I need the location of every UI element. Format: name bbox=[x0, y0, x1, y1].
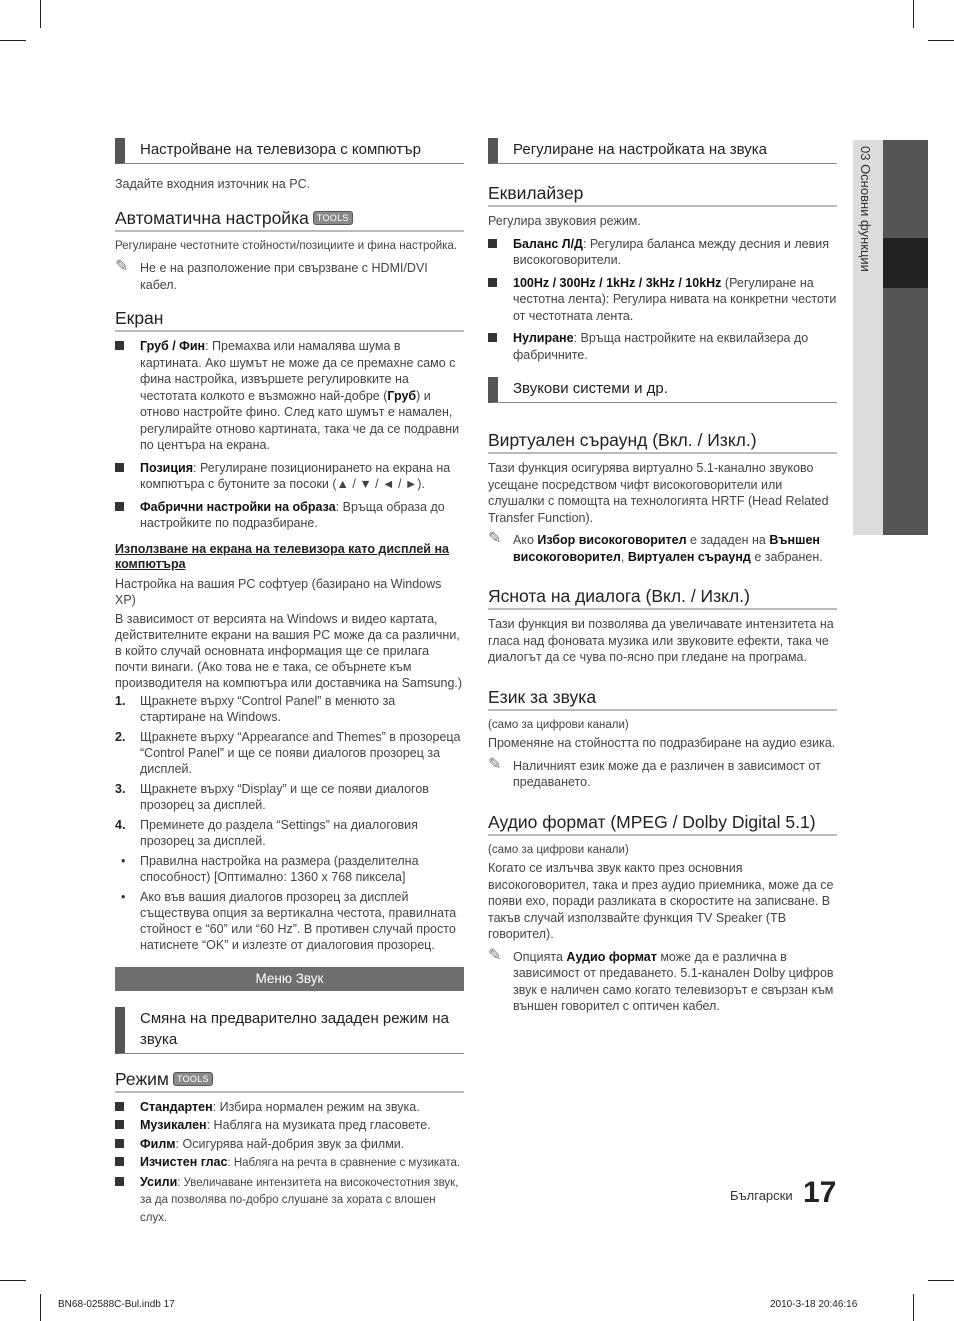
term: Нулиране bbox=[513, 331, 574, 345]
pc-display-p2: В зависимост от версията на Windows и видео картата, действителните екрани на вашия PC може да са различни, в който случай основната информация ще се прилага почти винаги. (Ако това не е така, се обърнете към производителя на компютъра или доставчика на Samsung.) bbox=[115, 611, 463, 690]
square-bullet-icon bbox=[115, 502, 124, 511]
list-item bbox=[115, 781, 464, 813]
virtual-surround-title: Виртуален съраунд (Вкл. / Изкл.) bbox=[488, 429, 837, 454]
note-text: е забранен. bbox=[750, 549, 823, 564]
note-text: може да е различна в зависимост от предаването. 5.1-канален Dolby цифров звук е наличен само когато телевизорът е свързан към външен говорител с оптичен кабел. bbox=[513, 949, 834, 1013]
term: Филм bbox=[140, 1136, 176, 1151]
desc: : Регулира баланса между десния и левия високоговорители. bbox=[513, 236, 829, 267]
step-number: 3. bbox=[115, 781, 126, 796]
desc: ) и отново настройте фино. След като шумът е намален, регулирайте отново картината, така че да се подравни по центъра на екрана. bbox=[140, 388, 460, 452]
square-bullet-icon bbox=[488, 278, 497, 287]
crop-mark bbox=[928, 40, 954, 41]
screen-title: Екран bbox=[115, 307, 464, 332]
note-text: Наличният език може да е различен в зависимост от предаването. bbox=[513, 758, 821, 789]
list-item bbox=[115, 693, 464, 725]
auto-adjust-heading bbox=[115, 207, 464, 232]
equalizer-title: Еквилайзер bbox=[488, 182, 837, 207]
audio-language-title: Език за звука bbox=[488, 686, 837, 711]
section-pc-setup-title: Настройване на телевизора с компютър bbox=[115, 138, 464, 164]
audio-format-text: Когато се излъчва звук както през основния високоговорител, така и през аудио приемника, може да се появи ехо, поради разликата в скоростите на записване. В такъв случай използвайте функция TV Speaker (ТВ говорител). bbox=[488, 861, 834, 941]
crop-mark bbox=[913, 1294, 914, 1321]
pc-display-p1: Настройка на вашия PC софтуер (базирано на Windows XP) bbox=[115, 576, 442, 607]
step-number: 4. bbox=[115, 817, 126, 832]
desc: (Регулиране на честотна лента): Регулира нивата на конкретни честоти от честотната лента. bbox=[513, 275, 837, 323]
desc: : Осигурява най-добрия звук за филми. bbox=[175, 1136, 405, 1151]
term: 100Hz / 300Hz / 1kHz / 3kHz / 10kHz bbox=[513, 275, 722, 290]
list-item bbox=[115, 853, 464, 885]
note-pencil-icon: ✎ bbox=[115, 258, 129, 275]
note-pencil-icon: ✎ bbox=[488, 530, 502, 547]
square-bullet-icon bbox=[488, 239, 497, 248]
desc: : Връща образа до настройките по подразбиране. bbox=[140, 499, 445, 530]
term: Избор високоговорител bbox=[537, 533, 687, 547]
note-pencil-icon: ✎ bbox=[488, 755, 502, 773]
crop-mark bbox=[0, 40, 26, 41]
footer-timestamp: 2010-3-18 20:46:16 bbox=[770, 1299, 858, 1310]
term: Виртуален съраунд bbox=[627, 549, 751, 564]
square-bullet-icon bbox=[115, 463, 124, 472]
step-text: Преминете до раздела “Settings” на диалоговия прозорец за дисплей. bbox=[140, 817, 418, 848]
menu-sound-bar: Меню Звук bbox=[115, 967, 464, 991]
list-item bbox=[115, 338, 464, 454]
note-text: е зададен на bbox=[686, 533, 770, 547]
list-item bbox=[115, 889, 464, 953]
term: Аудио формат bbox=[566, 949, 657, 964]
crop-mark bbox=[928, 1280, 954, 1281]
list-item bbox=[115, 729, 464, 777]
page-language: Български bbox=[730, 1188, 793, 1203]
desc: : Увеличаване интензитета на високочестотния звук, за да позволява по-добро слушане за хората с влошен слух. bbox=[140, 1176, 459, 1224]
list-item bbox=[115, 1154, 464, 1172]
step-text: Щракнете върху “Appearance and Themes” в прозореца “Control Panel” и ще се появи диалогов прозорец за дисплей. bbox=[140, 729, 461, 776]
note-pencil-icon: ✎ bbox=[488, 946, 502, 964]
desc: : Регулиране позиционирането на екрана на компютъра с бутоните за посоки (▲ / ▼ / ◄ / ►). bbox=[140, 460, 451, 491]
list-item bbox=[115, 1136, 464, 1153]
chapter-tab-band bbox=[883, 288, 928, 535]
step-text: Щракнете върху “Control Panel” в менюто за стартиране на Windows. bbox=[140, 693, 396, 724]
list-item bbox=[115, 460, 464, 493]
term: Баланс Л/Д bbox=[513, 236, 583, 251]
square-bullet-icon bbox=[115, 1139, 124, 1148]
list-item bbox=[488, 236, 837, 269]
section-sound-systems-title: Звукови системи и др. bbox=[488, 377, 837, 403]
dialog-clarity-text: Тази функция ви позволява да увеличавате интензитета на гласа над фоновата музика или звуковите ефекти, така че диалогът да се чува по-ясно при гледане на програма. bbox=[488, 617, 834, 664]
term: Външен високоговорител bbox=[513, 533, 820, 564]
tip-text: Правилна настройка на размера (разделителна способност) [Оптимално: 1360 x 768 пиксела] bbox=[140, 853, 419, 884]
mode-title: Режим bbox=[115, 1068, 169, 1089]
list-item bbox=[115, 1099, 464, 1116]
audio-language-text: Променяне на стойността по подразбиране на аудио езика. bbox=[488, 736, 836, 750]
virtual-surround-note bbox=[488, 532, 837, 565]
square-bullet-icon bbox=[115, 1177, 124, 1186]
note-text: , bbox=[620, 549, 628, 564]
mode-heading bbox=[115, 1068, 464, 1093]
section-preset-title: Смяна на предварително зададен режим на звука bbox=[115, 1007, 464, 1054]
square-bullet-icon bbox=[115, 1102, 124, 1111]
dialog-clarity-title: Яснота на диалога (Вкл. / Изкл.) bbox=[488, 585, 837, 610]
desc: : Премахва или намалява шума в картината. Ако шумът не може да се премахне само с фина настройка, извършете регулировките на честотата колкото е възможно най-добре ( bbox=[140, 339, 456, 403]
note-text: Ако bbox=[513, 533, 538, 547]
steps-list bbox=[115, 693, 464, 849]
audio-format-title: Аудио формат (MPEG / Dolby Digital 5.1) bbox=[488, 811, 837, 836]
audio-format-sub: (само за цифрови канали) bbox=[488, 843, 629, 856]
list-item bbox=[115, 1174, 464, 1227]
dot-bullet-icon: • bbox=[121, 853, 126, 868]
pc-display-heading: Използване на екрана на телевизора като дисплей на компютъра bbox=[115, 541, 449, 571]
term: Усили bbox=[140, 1174, 178, 1189]
right-column bbox=[488, 138, 837, 1021]
tools-badge: TOOLS bbox=[173, 1072, 213, 1086]
square-bullet-icon bbox=[488, 333, 497, 342]
step-text: Щракнете върху “Display” и ще се появи диалогов прозорец за дисплей. bbox=[140, 781, 429, 812]
crop-mark bbox=[40, 0, 41, 28]
square-bullet-icon bbox=[115, 341, 124, 350]
chapter-label: 03 Основни функции bbox=[858, 146, 873, 272]
audio-format-note bbox=[488, 946, 837, 1015]
term: Стандартен bbox=[140, 1099, 213, 1114]
auto-adjust-title: Автоматична настройка bbox=[115, 207, 309, 228]
list-item bbox=[115, 1117, 464, 1134]
chapter-tab-marker bbox=[883, 238, 928, 288]
desc: : Избира нормален режим на звука. bbox=[212, 1099, 420, 1114]
step-number: 1. bbox=[115, 693, 126, 708]
tip-text: Ако във вашия диалогов прозорец за дисплей съществува опция за вертикална честота, правилната стойност е “60” или “60 Hz”. В противен случай просто натиснете “OK” и излезте от диалоговия прозорец. bbox=[140, 889, 457, 952]
list-item bbox=[488, 330, 837, 363]
list-item bbox=[115, 817, 464, 849]
desc: : Връща настройките на еквилайзера до фабричните. bbox=[513, 331, 809, 362]
term: Позиция bbox=[140, 460, 194, 475]
chapter-tab-band bbox=[883, 140, 928, 238]
page-number: 17 bbox=[803, 1176, 837, 1209]
list-item bbox=[115, 499, 464, 532]
section-sound-adjust-title: Регулиране на настройката на звука bbox=[488, 138, 837, 164]
equalizer-text: Регулира звуковия режим. bbox=[488, 214, 641, 228]
tips-list bbox=[115, 853, 464, 953]
pc-setup-text: Задайте входния източник на PC. bbox=[115, 177, 311, 191]
term: Груб bbox=[387, 388, 417, 403]
term: Груб / Фин bbox=[140, 339, 206, 353]
audio-language-note bbox=[488, 755, 837, 791]
term: Музикален bbox=[140, 1118, 207, 1132]
crop-mark bbox=[0, 1280, 26, 1281]
audio-language-sub: (само за цифрови канали) bbox=[488, 718, 629, 731]
desc: : Наблягa на музиката пред гласовете. bbox=[206, 1118, 431, 1132]
auto-adjust-note bbox=[115, 260, 464, 293]
screen-list bbox=[115, 338, 464, 532]
term: Фабрични настройки на образа bbox=[140, 499, 336, 514]
equalizer-list bbox=[488, 236, 837, 364]
note-text: Опцията bbox=[513, 949, 567, 964]
left-column bbox=[115, 138, 464, 1230]
dot-bullet-icon: • bbox=[121, 889, 126, 904]
crop-mark bbox=[913, 0, 914, 28]
square-bullet-icon bbox=[115, 1120, 124, 1129]
square-bullet-icon bbox=[115, 1157, 124, 1166]
footer-file: BN68-02588C-Bul.indb 17 bbox=[58, 1299, 175, 1310]
note-text: Не е на разположение при свързване с HDMI/DVI кабел. bbox=[140, 261, 428, 292]
mode-list bbox=[115, 1099, 464, 1227]
list-item bbox=[488, 275, 837, 325]
term: Изчистен глас bbox=[140, 1155, 228, 1169]
step-number: 2. bbox=[115, 729, 126, 744]
desc: : Наблягa на речта в сравнение с музиката. bbox=[227, 1157, 461, 1169]
virtual-surround-text: Тази функция осигурява виртуално 5.1-канално звуково усещане посредством чифт високоговорители или слушалки с помощта на технологията HRTF (Head Related Transfer Function). bbox=[488, 461, 829, 525]
auto-adjust-text: Регулиране честотните стойности/позициите и фина настройка. bbox=[115, 239, 458, 252]
tools-badge: TOOLS bbox=[313, 211, 353, 225]
crop-mark bbox=[40, 1294, 41, 1321]
